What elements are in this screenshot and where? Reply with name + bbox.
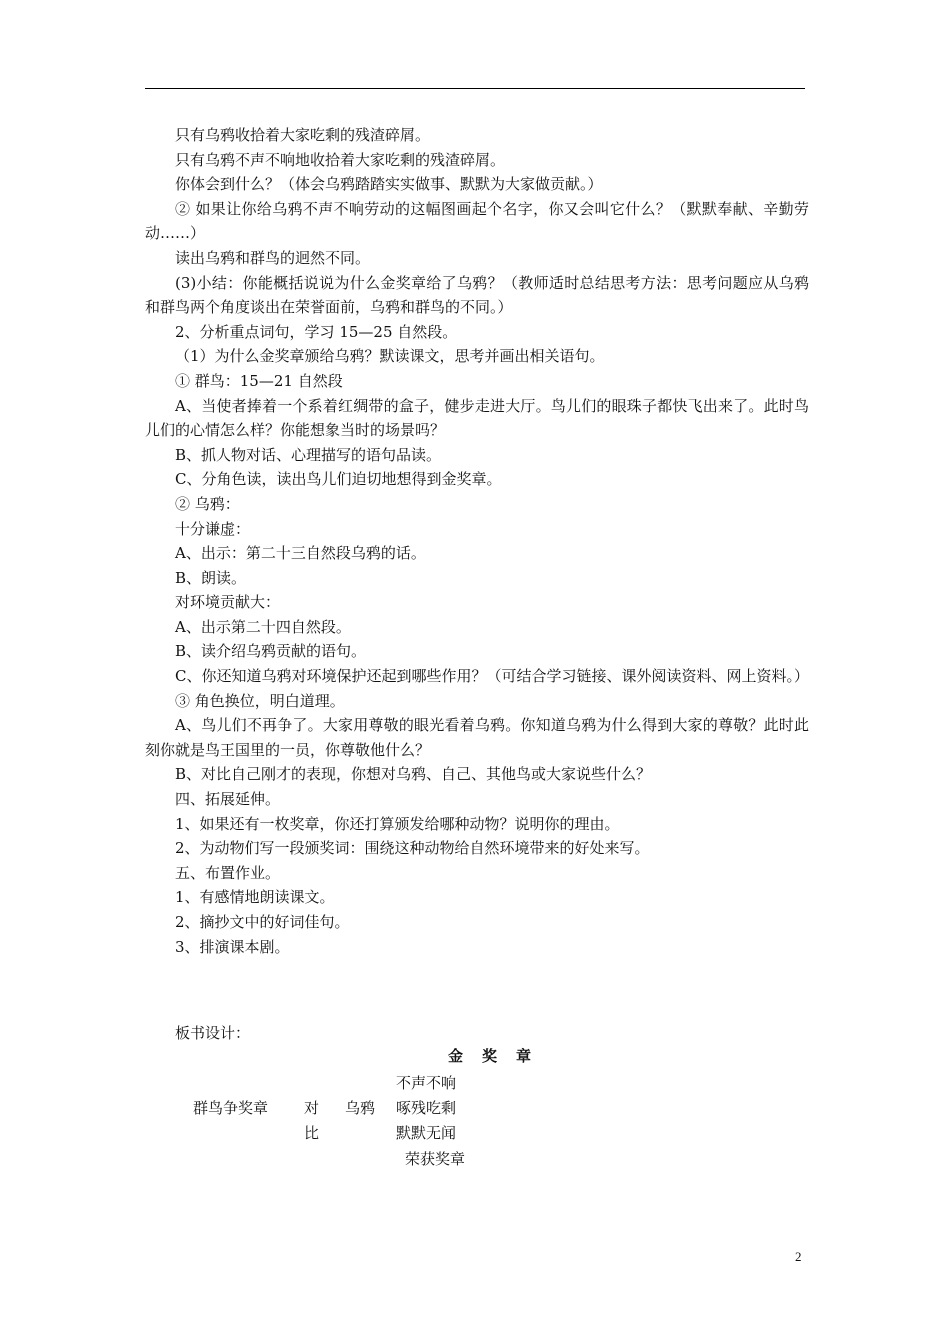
board-contrast-top: 对 — [304, 1099, 320, 1117]
paragraph: 1、如果还有一枚奖章，你还打算颁发给哪种动物？说明你的理由。 — [175, 814, 620, 833]
paragraph: 只有乌鸦收拾着大家吃剩的残渣碎屑。 — [175, 126, 431, 144]
paragraph: 读出乌鸦和群鸟的迥然不同。 — [175, 248, 371, 267]
board-contrast-bottom: 比 — [304, 1124, 320, 1142]
paragraph: 你体会到什么？（体会乌鸦踏踏实实做事、默默为大家做贡献。） — [175, 175, 603, 194]
paragraph: B、抓人物对话、心理描写的语句品读。 — [175, 445, 442, 464]
board-phrase: 不声不响 — [396, 1074, 457, 1092]
paragraph: A、出示第二十四自然段。 — [175, 617, 351, 636]
paragraph: ② 乌鸦： — [175, 494, 240, 513]
paragraph: 2、摘抄文中的好词佳句。 — [175, 913, 350, 931]
board-phrase: 默默无闻 — [396, 1124, 457, 1142]
board-crow: 乌鸦 — [345, 1099, 376, 1117]
paragraph: A、出示：第二十三自然段乌鸦的话。 — [175, 544, 426, 563]
paragraph: (3)小结：你能概括说说为什么金奖章给了乌鸦？（教师适时总结思考方法：思考问题应从乌鸦和群鸟两个角度谈出在荣誉面前，乌鸦和群鸟的不同。） — [145, 273, 809, 317]
board-phrase: 啄残吃剩 — [396, 1099, 457, 1117]
paragraph: 3、排演课本剧。 — [175, 937, 290, 956]
paragraph: 2、为动物们写一段颁奖词：围绕这种动物给自然环境带来的好处来写。 — [175, 839, 650, 858]
paragraph: 五、布置作业。 — [175, 863, 281, 882]
board-left-label: 群鸟争奖章 — [193, 1099, 269, 1117]
paragraph: A、当使者捧着一个系着红绸带的盒子，健步走进大厅。鸟儿们的眼珠子都快飞出来了。此时鸟儿们的心情怎么样？你能想象当时的场景吗？ — [145, 396, 809, 440]
paragraph: B、读介绍乌鸦贡献的语句。 — [175, 642, 367, 661]
board-heading: 板书设计： — [175, 1024, 251, 1042]
paragraph: C、分角色读，读出鸟儿们迫切地想得到金奖章。 — [175, 470, 502, 489]
paragraph: ② 如果让你给乌鸦不声不响劳动的这幅图画起个名字，你又会叫它什么？（默默奉献、辛勤劳动……） — [145, 199, 809, 243]
paragraph: 十分谦虚： — [175, 519, 251, 538]
board-phrase: 荣获奖章 — [405, 1150, 466, 1168]
paragraph: A、鸟儿们不再争了。大家用尊敬的眼光看着乌鸦。你知道乌鸦为什么得到大家的尊敬？此时此刻你就是鸟王国里的一员，你尊敬他什么？ — [145, 716, 809, 759]
paragraph: C、你还知道乌鸦对环境保护还起到哪些作用？（可结合学习链接、课外阅读资料、网上资料。） — [175, 667, 809, 686]
paragraph: （1）为什么金奖章颁给乌鸦？默读课文，思考并画出相关语句。 — [175, 347, 605, 366]
paragraph: B、朗读。 — [175, 568, 247, 587]
paragraph: 只有乌鸦不声不响地收拾着大家吃剩的残渣碎屑。 — [175, 150, 506, 169]
paragraph: ③ 角色换位，明白道理。 — [175, 691, 345, 710]
page-number: 2 — [795, 1249, 802, 1264]
paragraph: 四、拓展延伸。 — [175, 790, 281, 809]
paragraph: 对环境贡献大： — [175, 593, 281, 612]
paragraph: 2、分析重点词句，学习 15—25 自然段。 — [175, 322, 458, 341]
paragraph: 1、有感情地朗读课文。 — [175, 888, 335, 907]
board-title: 金奖章 — [448, 1047, 551, 1065]
paragraph: ① 群鸟：15—21 自然段 — [175, 371, 343, 390]
paragraph: B、对比自己刚才的表现，你想对乌鸦、自己、其他鸟或大家说些什么？ — [175, 765, 652, 784]
